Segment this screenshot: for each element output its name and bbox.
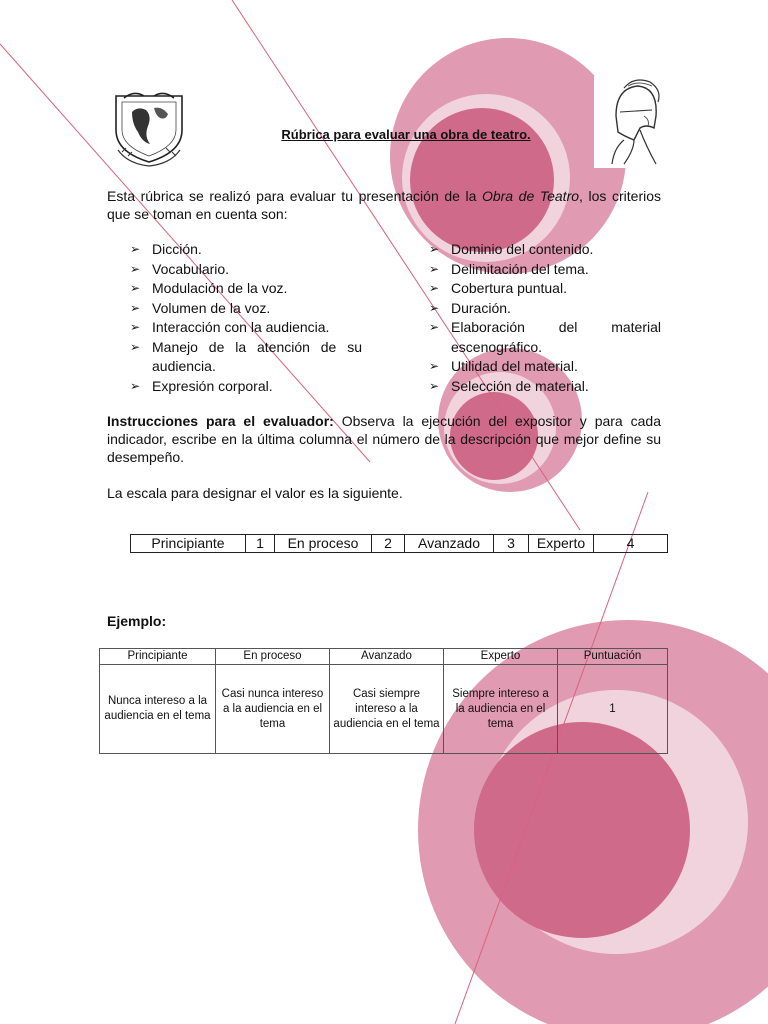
scale-level-value: 4 <box>594 535 668 553</box>
scale-description: La escala para designar el valor es la siguiente. <box>107 485 403 501</box>
university-seal-icon <box>108 86 190 168</box>
criteria-item <box>429 299 661 319</box>
criteria-label: Selección de material. <box>451 377 589 394</box>
criteria-label: Interacción con la audiencia. <box>152 319 330 335</box>
intro-paragraph <box>107 187 661 223</box>
criteria-label: Duración. <box>451 299 511 316</box>
example-data-row <box>100 665 668 754</box>
criteria-list-left <box>130 240 362 396</box>
criteria-label: Expresión corporal. <box>152 377 273 394</box>
document-title: Rúbrica para evaluar una obra de teatro. <box>281 127 531 142</box>
top-circles <box>390 38 626 274</box>
scale-level-value: 1 <box>246 535 275 553</box>
warrior-helmet-icon <box>594 76 674 168</box>
criteria-item <box>130 338 362 377</box>
example-header-cell: En proceso <box>216 649 330 665</box>
scale-level-label: En proceso <box>275 535 372 553</box>
criteria-label: Manejo de la atención de su audiencia. <box>152 338 362 374</box>
arrowhead-bullet-icon: ➢ <box>130 378 141 393</box>
arrowhead-bullet-icon: ➢ <box>429 378 440 393</box>
scale-level-label: Avanzado <box>405 535 494 553</box>
scale-level-value: 3 <box>494 535 529 553</box>
criteria-item <box>130 260 362 280</box>
criteria-item <box>429 318 661 357</box>
example-header-cell: Experto <box>444 649 558 665</box>
arrowhead-bullet-icon: ➢ <box>130 320 141 334</box>
instructions-label: Instrucciones para el evaluador: <box>107 413 334 429</box>
criteria-item <box>130 240 362 260</box>
example-header-cell: Puntuación <box>558 649 668 665</box>
criteria-label: Dominio del contenido. <box>451 241 594 257</box>
arrowhead-bullet-icon: ➢ <box>130 339 141 354</box>
criteria-label: Cobertura puntual. <box>451 280 567 296</box>
criteria-label: Modulación de la voz. <box>152 280 288 296</box>
scale-level-label: Principiante <box>131 535 246 553</box>
criteria-list-right <box>429 240 661 396</box>
example-score-cell: 1 <box>558 665 668 754</box>
instructions-text: Observa la ejecución del expositor y para cada indicador, escribe en la última columna el número de la descripción que mejor define su desempeño. <box>107 413 661 465</box>
criteria-item <box>429 279 661 299</box>
arrowhead-bullet-icon: ➢ <box>130 300 141 315</box>
scale-row <box>131 535 668 553</box>
arrowhead-bullet-icon: ➢ <box>429 300 440 315</box>
arrowhead-bullet-icon: ➢ <box>429 320 440 334</box>
criteria-label: Utilidad del material. <box>451 358 578 374</box>
criteria-label: Volumen de la voz. <box>152 299 271 316</box>
example-cell: Siempre intereso a la audiencia en el tema <box>444 665 558 754</box>
scale-level-label: Experto <box>529 535 594 553</box>
example-header-row <box>100 649 668 665</box>
arrowhead-bullet-icon: ➢ <box>429 261 440 276</box>
instructions-paragraph <box>107 412 661 466</box>
example-table <box>99 648 668 754</box>
arrowhead-bullet-icon: ➢ <box>130 242 141 256</box>
example-cell: Casi nunca intereso a la audiencia en el tema <box>216 665 330 754</box>
intro-text-end: , los criterios que se toman en cuenta son: <box>107 188 662 222</box>
arrowhead-bullet-icon: ➢ <box>429 242 440 256</box>
scale-table <box>130 534 668 553</box>
criteria-label: Vocabulario. <box>152 260 230 277</box>
intro-italic-title: Obra de Teatro <box>481 188 580 204</box>
arrowhead-bullet-icon: ➢ <box>130 281 141 295</box>
criteria-item <box>130 279 362 299</box>
criteria-label: Dicción. <box>152 241 202 257</box>
arrowhead-bullet-icon: ➢ <box>130 261 141 276</box>
criteria-item <box>429 240 661 260</box>
arrowhead-bullet-icon: ➢ <box>429 281 440 295</box>
intro-text-start: Esta rúbrica se realizó para evaluar tu presentación de la <box>107 188 482 204</box>
criteria-item <box>130 377 362 397</box>
criteria-label: Delimitación del tema. <box>451 260 589 277</box>
example-header-cell: Avanzado <box>330 649 444 665</box>
example-cell: Nunca intereso a la audiencia en el tema <box>100 665 216 754</box>
example-heading: Ejemplo: <box>107 613 167 629</box>
example-cell: Casi siempre intereso a la audiencia en el tema <box>330 665 444 754</box>
criteria-item <box>429 357 661 377</box>
scale-level-value: 2 <box>372 535 405 553</box>
bottom-dark-circle <box>474 722 690 938</box>
criteria-item <box>429 377 661 397</box>
criteria-item <box>429 260 661 280</box>
criteria-item <box>130 318 362 338</box>
criteria-item <box>130 299 362 319</box>
example-header-cell: Principiante <box>100 649 216 665</box>
criteria-label: Elaboración del material escenográfico. <box>451 319 661 355</box>
arrowhead-bullet-icon: ➢ <box>429 359 440 373</box>
